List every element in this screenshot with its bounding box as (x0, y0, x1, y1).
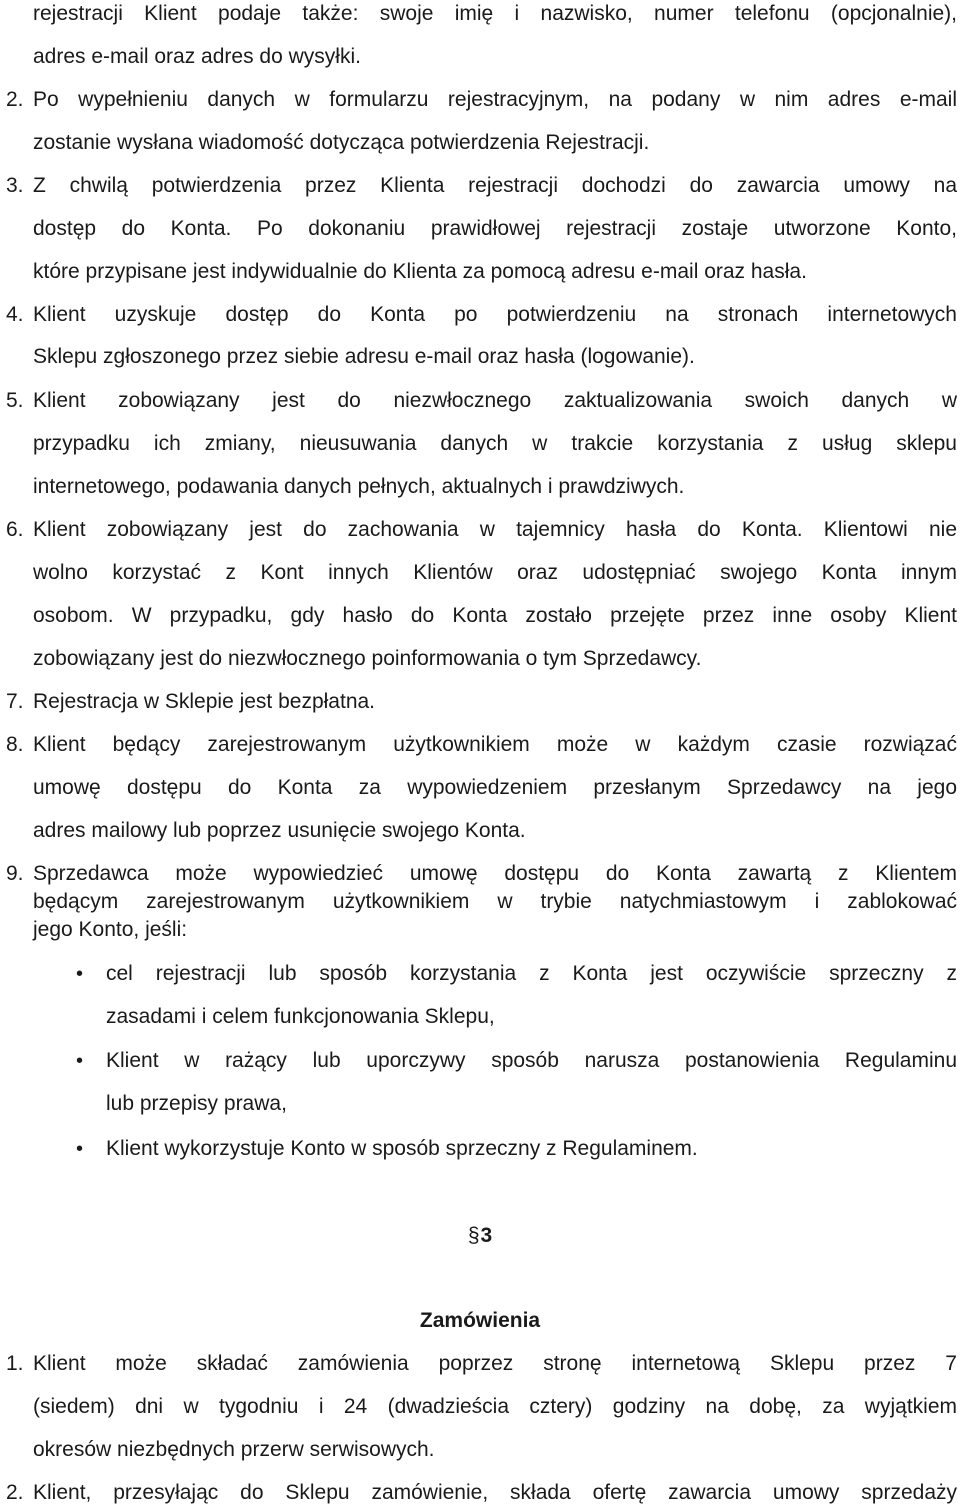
list-item-5-line-1 (6, 389, 957, 413)
text-line: dostęp do Konta. Po dokonaniu prawidłowej rejestracji zostaje utworzone Konto, (33, 217, 957, 240)
text-line: które przypisane jest indywidualnie do Klienta za pomocą adresu e-mail oraz hasła. (33, 260, 807, 283)
text-line: będącym zarejestrowanym użytkownikiem w trybie natychmiastowym i zablokować (33, 890, 957, 913)
bullet-icon: • (76, 1050, 84, 1072)
text-line: zostanie wysłana wiadomość dotycząca potwierdzenia Rejestracji. (33, 131, 650, 154)
text-line: okresów niezbędnych przerw serwisowych. (33, 1438, 435, 1461)
list-number: 1. (6, 1352, 24, 1375)
list-item-7-line-1 (6, 690, 957, 714)
list-number: 2. (6, 88, 24, 111)
text-line: Klient zobowiązany jest do zachowania w tajemnicy hasła do Konta. Klientowi nie (33, 518, 957, 541)
list-number: 2. (6, 1481, 24, 1504)
list-number: 7. (6, 690, 24, 713)
section-symbol: § (467, 1224, 480, 1247)
text-line: Klient może składać zamówienia poprzez stronę internetową Sklepu przez 7 (33, 1352, 957, 1375)
list-number: 9. (6, 862, 24, 885)
text-line: Sklepu zgłoszonego przez siebie adresu e-mail oraz hasła (logowanie). (33, 345, 695, 368)
text-line: przypadku ich zmiany, nieusuwania danych w trakcie korzystania z usług sklepu (33, 432, 957, 455)
bullet-item-3-line-1: Klient wykorzystuje Konto w sposób sprzeczny z Regulaminem. (106, 1137, 698, 1160)
list-item-4-line-1 (6, 303, 957, 327)
text-line: Klient będący zarejestrowanym użytkownikiem może w każdym czasie rozwiązać (33, 733, 957, 756)
text-line: zobowiązany jest do niezwłocznego poinformowania o tym Sprzedawcy. (33, 647, 702, 670)
section-item-2-line-1 (6, 1481, 957, 1505)
text-line: jego Konto, jeśli: (33, 918, 188, 941)
bullet-item-1-line-2: zasadami i celem funkcjonowania Sklepu, (106, 1005, 495, 1028)
text-line: Rejestracja w Sklepie jest bezpłatna. (33, 690, 376, 713)
bullet-icon: • (76, 963, 84, 985)
text-line: internetowego, podawania danych pełnych, aktualnych i prawdziwych. (33, 475, 685, 498)
text-line: (siedem) dni w tygodniu i 24 (dwadzieścia cztery) godziny na dobę, za wyjątkiem (33, 1395, 957, 1418)
text-line: umowę dostępu do Konta za wypowiedzeniem przesłanym Sprzedawcy na jego (33, 776, 957, 799)
text-line: Z chwilą potwierdzenia przez Klienta rejestracji dochodzi do zawarcia umowy na (33, 174, 957, 197)
bullet-item-2-line-2: lub przepisy prawa, (106, 1092, 287, 1115)
text-line: Klient zobowiązany jest do niezwłocznego zaktualizowania swoich danych w (33, 389, 957, 412)
text-line: Sprzedawca może wypowiedzieć umowę dostępu do Konta zawartą z Klientem (33, 862, 957, 885)
bullet-item-2-line-1: Klient w rażący lub uporczywy sposób narusza postanowienia Regulaminu (106, 1049, 957, 1072)
list-item-3-line-1 (6, 174, 957, 198)
section-number (0, 1223, 960, 1249)
text-line: Klient, przesyłając do Sklepu zamówienie, składa ofertę zawarcia umowy sprzedaży (33, 1481, 957, 1504)
text-line: osobom. W przypadku, gdy hasło do Konta zostało przejęte przez inne osoby Klient (33, 604, 957, 627)
list-number: 4. (6, 303, 24, 326)
text-line: adres mailowy lub poprzez usunięcie swojego Konta. (33, 819, 526, 842)
text-line: Po wypełnieniu danych w formularzu rejestracyjnym, na podany w nim adres e-mail (33, 88, 957, 111)
bullet-icon: • (76, 1138, 84, 1160)
list-number: 5. (6, 389, 24, 412)
list-item-6-line-1 (6, 518, 957, 542)
text-line: adres e-mail oraz adres do wysyłki. (33, 45, 361, 68)
section-title: Zamówienia (419, 1309, 541, 1332)
bullet-item-1-line-1: cel rejestracji lub sposób korzystania z Konta jest oczywiście sprzeczny z (106, 962, 957, 985)
list-number: 6. (6, 518, 24, 541)
text-line: rejestracji Klient podaje także: swoje imię i nazwisko, numer telefonu (opcjonalnie), (33, 2, 957, 25)
section-item-1-line-1 (6, 1352, 957, 1376)
list-item-2-line-1 (6, 88, 957, 112)
text-line: wolno korzystać z Kont innych Klientów oraz udostępniać swojego Konta innym (33, 561, 957, 584)
list-number: 3. (6, 174, 24, 197)
list-item-8-line-1 (6, 733, 957, 757)
list-item-9-line-1 (6, 862, 957, 886)
text-line: Klient uzyskuje dostęp do Konta po potwierdzeniu na stronach internetowych (33, 303, 957, 326)
list-number: 8. (6, 733, 24, 756)
section-number-value: 3 (480, 1224, 493, 1247)
